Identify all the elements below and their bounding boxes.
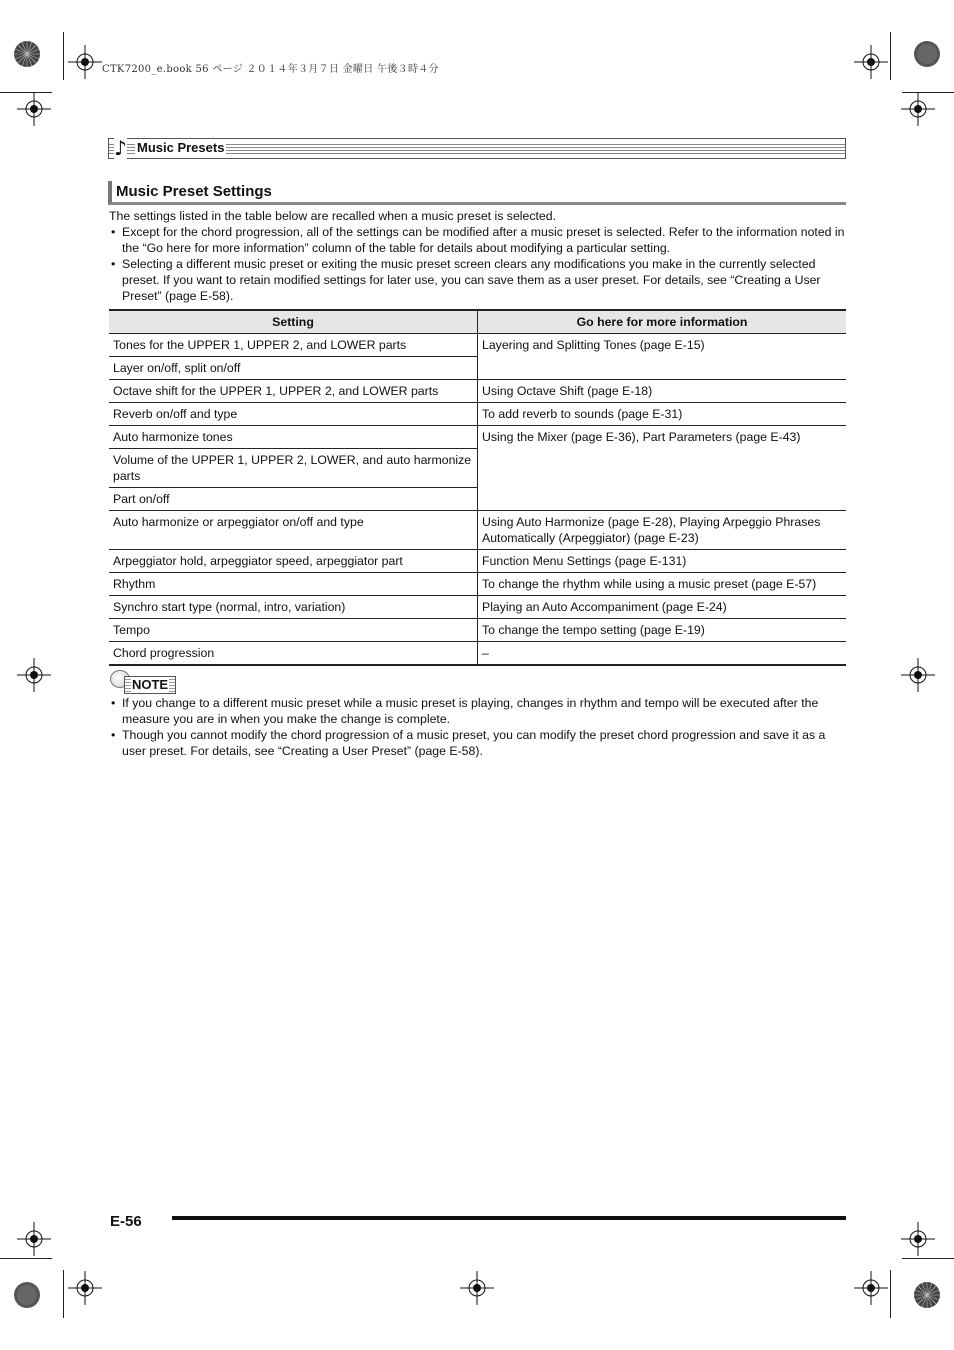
page-heading-text: Music Preset Settings: [116, 183, 272, 200]
table-row: [109, 511, 846, 550]
setting-cell: Reverb on/off and type: [109, 403, 478, 426]
bullet-text: Selecting a different music preset or exiting the music preset screen clears any modifications you make in the currently selected preset. If you want to retain modified settings for later use, you can save them as a user preset. For details, see “Creating a User Preset” (page E-58).: [122, 257, 821, 303]
section-title: Music Presets: [137, 140, 225, 155]
column-header-setting: Setting: [109, 310, 478, 334]
table-row: [109, 426, 846, 449]
setting-cell: Arpeggiator hold, arpeggiator speed, arpeggiator part: [109, 550, 478, 573]
print-info: CTK7200_e.book 56 ページ ２０１４年３月７日 金曜日 午後３時４分: [102, 64, 439, 75]
list-item: [109, 256, 849, 304]
crop-line: [890, 1270, 891, 1318]
note-label-box: [124, 676, 176, 694]
setting-cell: Octave shift for the UPPER 1, UPPER 2, and LOWER parts: [109, 380, 478, 403]
bullet-icon: •: [111, 728, 116, 742]
footer-rule: [172, 1216, 846, 1220]
crop-line: [890, 32, 891, 80]
registration-mark-icon: [68, 1271, 102, 1305]
table-header-row: [109, 310, 846, 334]
list-item: [109, 727, 849, 759]
section-bar: [108, 138, 846, 159]
gray-circle-mark-icon: [913, 40, 941, 68]
column-header-info: Go here for more information: [478, 310, 847, 334]
setting-cell: Auto harmonize or arpeggiator on/off and type: [109, 511, 478, 550]
table-row: [109, 380, 846, 403]
bullet-icon: •: [111, 257, 116, 271]
crop-line: [0, 1258, 52, 1259]
info-cell: Layering and Splitting Tones (page E-15): [478, 334, 847, 380]
registration-mark-icon: [901, 1222, 935, 1256]
table-row: [109, 596, 846, 619]
sunburst-mark-icon: [913, 1281, 941, 1309]
note-label-text: NOTE: [131, 677, 169, 692]
info-cell: To change the tempo setting (page E-19): [478, 619, 847, 642]
registration-mark-icon: [460, 1271, 494, 1305]
table-row: [109, 550, 846, 573]
registration-mark-icon: [854, 45, 888, 79]
setting-cell: Layer on/off, split on/off: [109, 357, 478, 380]
registration-mark-icon: [854, 1271, 888, 1305]
info-cell: Using Auto Harmonize (page E-28), Playing Arpeggio Phrases Automatically (Arpeggiator) (page E-23): [478, 511, 847, 550]
bullet-icon: •: [111, 225, 116, 239]
table-row: [109, 642, 846, 666]
info-cell: Using the Mixer (page E-36), Part Parameters (page E-43): [478, 426, 847, 511]
registration-mark-icon: [17, 658, 51, 692]
setting-cell: Synchro start type (normal, intro, variation): [109, 596, 478, 619]
list-item: [109, 224, 849, 256]
info-cell: Playing an Auto Accompaniment (page E-24): [478, 596, 847, 619]
intro-paragraph: The settings listed in the table below are recalled when a music preset is selected.: [109, 209, 557, 223]
note-bullets: [109, 695, 849, 759]
crop-line: [63, 1270, 64, 1318]
settings-table: [109, 309, 846, 666]
sunburst-mark-icon: [13, 40, 41, 68]
table-row: [109, 573, 846, 596]
registration-mark-icon: [17, 1222, 51, 1256]
info-cell: Using Octave Shift (page E-18): [478, 380, 847, 403]
table-row: [109, 403, 846, 426]
setting-cell: Auto harmonize tones: [109, 426, 478, 449]
registration-mark-icon: [901, 92, 935, 126]
bullet-icon: •: [111, 696, 116, 710]
info-cell: To add reverb to sounds (page E-31): [478, 403, 847, 426]
bullet-text: Except for the chord progression, all of the settings can be modified after a music preset is selected. Refer to the information noted in the “Go here for more information” column of the table for details about modifying a particular setting.: [122, 225, 845, 255]
table-row: [109, 619, 846, 642]
registration-mark-icon: [17, 92, 51, 126]
info-cell: Function Menu Settings (page E-131): [478, 550, 847, 573]
registration-mark-icon: [901, 658, 935, 692]
crop-line: [63, 32, 64, 80]
registration-mark-icon: [68, 45, 102, 79]
crop-line: [902, 1258, 954, 1259]
info-cell: –: [478, 642, 847, 666]
info-cell: To change the rhythm while using a music preset (page E-57): [478, 573, 847, 596]
page-number: E-56: [110, 1213, 142, 1230]
bullet-text: Though you cannot modify the chord progression of a music preset, you can modify the preset chord progression and save it as a user preset. For details, see “Creating a User Preset” (page E-58).: [122, 728, 826, 758]
bullet-text: If you change to a different music preset while a music preset is playing, changes in rhythm and tempo will be executed after the measure you are in when you make the change is complete.: [122, 696, 819, 726]
list-item: [109, 695, 849, 727]
table-body: [109, 334, 846, 666]
music-note-icon: ♪: [114, 136, 127, 160]
setting-cell: Tones for the UPPER 1, UPPER 2, and LOWER parts: [109, 334, 478, 357]
note-label: [110, 670, 176, 694]
setting-cell: Chord progression: [109, 642, 478, 666]
setting-cell: Volume of the UPPER 1, UPPER 2, LOWER, and auto harmonize parts: [109, 449, 478, 488]
table-row: [109, 334, 846, 357]
setting-cell: Part on/off: [109, 488, 478, 511]
page-heading: [108, 181, 846, 205]
gray-circle-mark-icon: [13, 1281, 41, 1309]
setting-cell: Rhythm: [109, 573, 478, 596]
intro-bullets: [109, 224, 849, 304]
setting-cell: Tempo: [109, 619, 478, 642]
